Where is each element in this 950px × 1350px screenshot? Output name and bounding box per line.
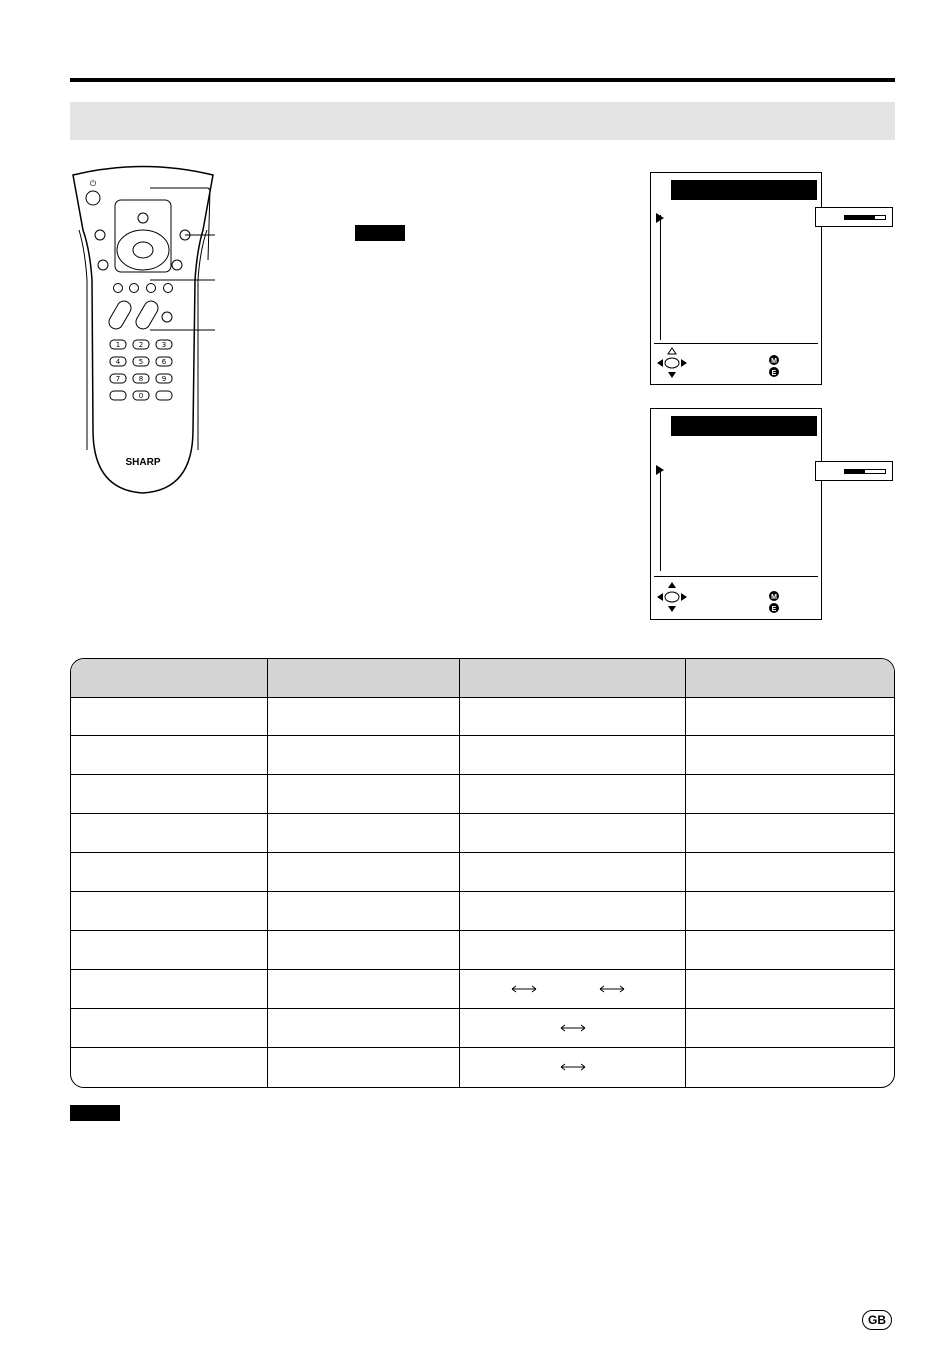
svg-text:⏻: ⏻ <box>89 179 97 188</box>
table-row <box>71 697 894 736</box>
table-row <box>71 970 894 1009</box>
title-band <box>70 102 895 140</box>
page-language-badge: GB <box>862 1310 892 1330</box>
menu-guide-line <box>660 469 661 571</box>
table-row <box>71 775 894 814</box>
double-arrow-icon <box>599 984 625 994</box>
svg-text:1: 1 <box>115 341 121 349</box>
callout-leader-lines <box>150 180 230 340</box>
double-arrow-icon <box>560 1062 586 1072</box>
osd-divider <box>654 576 818 577</box>
table-row <box>71 814 894 853</box>
top-rule <box>70 78 895 82</box>
svg-text:5: 5 <box>138 358 144 366</box>
gauge-fill <box>845 470 865 473</box>
column-divider <box>267 659 268 1087</box>
table-header <box>71 659 894 698</box>
svg-text:8: 8 <box>138 375 144 383</box>
column-divider <box>459 659 460 1087</box>
level-gauge-2 <box>815 461 893 481</box>
svg-text:E: E <box>771 370 777 377</box>
svg-text:E: E <box>771 606 777 613</box>
menu-end-key-icon <box>767 354 781 378</box>
svg-text:M: M <box>771 594 777 601</box>
menu-guide-line <box>660 215 661 340</box>
table-row <box>71 736 894 775</box>
table-row <box>71 1009 894 1048</box>
osd-title-bar <box>671 416 817 436</box>
osd-title-bar <box>671 180 817 200</box>
svg-text:2: 2 <box>138 341 144 349</box>
note-label-chip <box>70 1105 120 1121</box>
svg-text:3: 3 <box>161 341 167 349</box>
svg-text:9: 9 <box>161 375 167 383</box>
table-row <box>71 1048 894 1088</box>
svg-text:4: 4 <box>115 358 121 366</box>
svg-text:7: 7 <box>115 375 121 383</box>
gauge-fill <box>845 216 875 219</box>
table-row <box>71 931 894 970</box>
table-row <box>71 853 894 892</box>
osd-screen-2 <box>650 408 822 620</box>
directional-pad-icon <box>656 347 688 379</box>
svg-text:M: M <box>771 358 777 365</box>
svg-text:0: 0 <box>138 392 144 400</box>
svg-text:6: 6 <box>161 358 167 366</box>
double-arrow-icon <box>560 1023 586 1033</box>
osd-divider <box>654 343 818 344</box>
level-gauge-1 <box>815 207 893 227</box>
table-row <box>71 892 894 931</box>
osd-screen-1 <box>650 172 822 385</box>
svg-text:SHARP: SHARP <box>125 457 161 468</box>
note-label-chip <box>355 225 405 241</box>
double-arrow-icon <box>511 984 537 994</box>
settings-table <box>70 658 895 1088</box>
column-divider <box>685 659 686 1087</box>
directional-pad-icon <box>656 581 688 613</box>
menu-end-key-icon <box>767 590 781 614</box>
